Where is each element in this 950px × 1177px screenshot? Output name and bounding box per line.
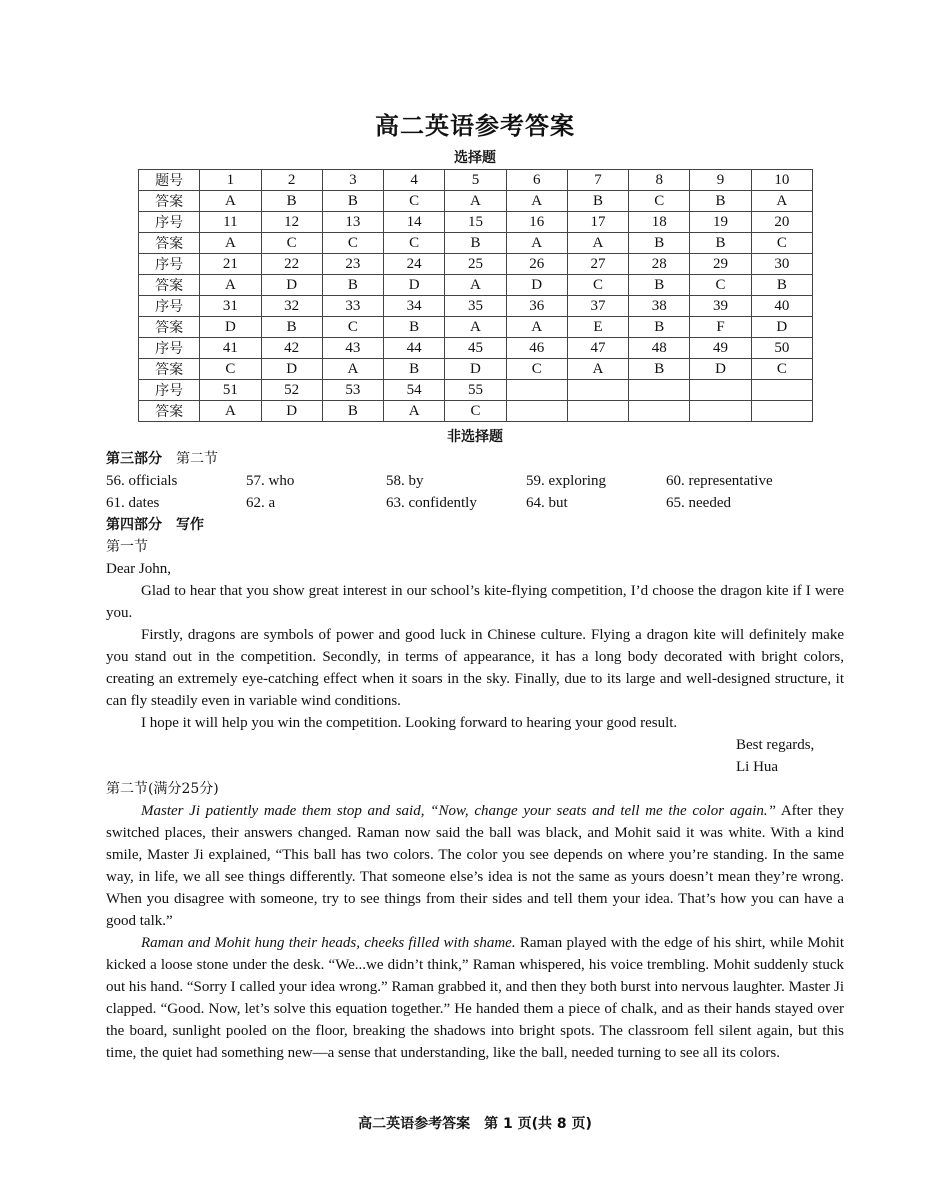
story-lead: Raman and Mohit hung their heads, cheeks filled with shame. bbox=[141, 935, 516, 951]
answer-cell: D bbox=[506, 275, 567, 296]
answer-cell bbox=[506, 401, 567, 422]
answer-cell: A bbox=[200, 191, 261, 212]
row-label: 答案 bbox=[139, 359, 200, 380]
answer-cell: 3 bbox=[322, 170, 383, 191]
answer-cell: B bbox=[261, 317, 322, 338]
answer-cell: 23 bbox=[322, 254, 383, 275]
answer-cell bbox=[751, 401, 812, 422]
answer-cell: D bbox=[200, 317, 261, 338]
answer-cell: C bbox=[384, 233, 445, 254]
letter-salutation: Dear John, bbox=[106, 561, 171, 577]
answer-cell: B bbox=[751, 275, 812, 296]
answer-cell: B bbox=[690, 233, 751, 254]
part4-sub: 写作 bbox=[176, 517, 204, 533]
answer-cell: 16 bbox=[506, 212, 567, 233]
answer-table-row bbox=[139, 380, 813, 401]
answer-cell: 15 bbox=[445, 212, 506, 233]
answer-cell: C bbox=[506, 359, 567, 380]
answer-cell bbox=[567, 380, 628, 401]
answer-cell: F bbox=[690, 317, 751, 338]
answer-cell: 42 bbox=[261, 338, 322, 359]
answer-cell: B bbox=[629, 233, 690, 254]
answer-cell: 14 bbox=[384, 212, 445, 233]
story-text: Raman played with the edge of his shirt, while Mohit kicked a loose stone under the desk. “We...we didn’t think,” Raman whispered, his voice trembling. Mohit suddenly stuck out his hand. “Sorry I called your idea wrong.” Raman grabbed it, and then they both burst into nervous laughter. Master Ji clapped. “Good. Now, let’s solve this equation together.” He handed them a piece of chalk, and as their hands stayed over the board, sunlight pooled on the floor, breaking the shadows into bright spots. The classroom fell silent again, but this time, the quiet had something new—a sense that understanding, like the ball, needed turning to see all its colors. bbox=[106, 935, 844, 1061]
answer-cell: 55 bbox=[445, 380, 506, 401]
row-label: 答案 bbox=[139, 233, 200, 254]
answer-cell: 49 bbox=[690, 338, 751, 359]
answer-cell: C bbox=[322, 233, 383, 254]
answer-cell: B bbox=[261, 191, 322, 212]
answer-cell: 51 bbox=[200, 380, 261, 401]
answer-cell: 20 bbox=[751, 212, 812, 233]
fill-answer: 65. needed bbox=[666, 495, 731, 511]
answer-cell: D bbox=[384, 275, 445, 296]
answer-cell: E bbox=[567, 317, 628, 338]
answer-cell: B bbox=[567, 191, 628, 212]
answer-table-row bbox=[139, 296, 813, 317]
row-label: 答案 bbox=[139, 191, 200, 212]
answer-cell: 17 bbox=[567, 212, 628, 233]
answer-cell: 54 bbox=[384, 380, 445, 401]
answer-cell: 25 bbox=[445, 254, 506, 275]
answer-cell: 9 bbox=[690, 170, 751, 191]
story-paragraph bbox=[106, 800, 844, 932]
answer-cell: B bbox=[629, 359, 690, 380]
answer-cell: 27 bbox=[567, 254, 628, 275]
answer-cell: 29 bbox=[690, 254, 751, 275]
section2-label: 第二节(满分25分) bbox=[106, 781, 219, 797]
answer-cell: 45 bbox=[445, 338, 506, 359]
part3-label: 第三部分 bbox=[106, 451, 162, 467]
answer-cell: D bbox=[261, 401, 322, 422]
answer-cell: A bbox=[506, 191, 567, 212]
answer-cell: 11 bbox=[200, 212, 261, 233]
part4-heading bbox=[106, 514, 844, 536]
answer-table-row bbox=[139, 275, 813, 296]
answer-cell: 22 bbox=[261, 254, 322, 275]
fill-answer: 57. who bbox=[246, 473, 295, 489]
answer-cell: B bbox=[445, 233, 506, 254]
fill-answer: 59. exploring bbox=[526, 473, 606, 489]
answer-cell bbox=[690, 401, 751, 422]
answer-cell: D bbox=[261, 359, 322, 380]
answer-cell: 24 bbox=[384, 254, 445, 275]
answer-table-row bbox=[139, 212, 813, 233]
answer-table-row bbox=[139, 191, 813, 212]
answer-table-row bbox=[139, 338, 813, 359]
answer-cell: C bbox=[200, 359, 261, 380]
letter-signature: Li Hua bbox=[736, 759, 779, 775]
answer-cell: C bbox=[690, 275, 751, 296]
answer-table-row bbox=[139, 233, 813, 254]
answer-cell: 2 bbox=[261, 170, 322, 191]
row-label: 答案 bbox=[139, 317, 200, 338]
answer-cell: A bbox=[506, 233, 567, 254]
answer-cell: 30 bbox=[751, 254, 812, 275]
answer-cell: 7 bbox=[567, 170, 628, 191]
answer-cell: C bbox=[261, 233, 322, 254]
answer-cell: 13 bbox=[322, 212, 383, 233]
letter-paragraph: Firstly, dragons are symbols of power and good luck in Chinese culture. Flying a dragon kite will definitely make you stand out in the competition. Secondly, in terms of appearance, it has a long body decorated with bright colors, creating an extremely eye-catching effect when it soars in the sky. Finally, due to its large and well-designed structure, it can fly steadily even in variable wind conditions. bbox=[106, 627, 844, 709]
answer-table-row bbox=[139, 254, 813, 275]
story-text: After they switched places, their answers changed. Raman now said the ball was black, and Mohit said it was white. With a kind smile, Master Ji explained, “This ball has two colors. The color you see depends on where you’re standing. In the same way, in life, we all see things differently. That someone else’s idea is not the same as yours doesn’t mean they’re wrong. When you disagree with someone, try to see things from their sides and tell them your idea. That’s how you can have a good talk.” bbox=[106, 803, 844, 929]
answer-cell: 28 bbox=[629, 254, 690, 275]
answer-cell: 46 bbox=[506, 338, 567, 359]
page-title: 高二英语参考答案 bbox=[375, 112, 575, 140]
answer-cell: 50 bbox=[751, 338, 812, 359]
fill-answer: 56. officials bbox=[106, 473, 178, 489]
answer-cell: C bbox=[445, 401, 506, 422]
answer-cell: 41 bbox=[200, 338, 261, 359]
answer-cell: D bbox=[445, 359, 506, 380]
fill-answer: 58. by bbox=[386, 473, 424, 489]
answer-table-row bbox=[139, 317, 813, 338]
answer-cell: A bbox=[445, 275, 506, 296]
answer-cell: D bbox=[690, 359, 751, 380]
answer-table bbox=[138, 169, 813, 422]
answer-cell: B bbox=[629, 275, 690, 296]
row-label: 答案 bbox=[139, 275, 200, 296]
answer-key-page bbox=[106, 100, 844, 1064]
answer-cell: C bbox=[629, 191, 690, 212]
answer-cell bbox=[629, 380, 690, 401]
answer-cell: B bbox=[322, 191, 383, 212]
row-label: 序号 bbox=[139, 380, 200, 401]
answer-cell: A bbox=[506, 317, 567, 338]
answer-cell: 12 bbox=[261, 212, 322, 233]
letter-closing: Best regards, bbox=[736, 737, 815, 753]
answer-cell bbox=[751, 380, 812, 401]
answer-cell: 33 bbox=[322, 296, 383, 317]
section1-label: 第一节 bbox=[106, 539, 148, 555]
answer-cell: 1 bbox=[200, 170, 261, 191]
answer-cell: B bbox=[322, 275, 383, 296]
answer-cell: A bbox=[445, 191, 506, 212]
answer-cell: 37 bbox=[567, 296, 628, 317]
answer-cell: A bbox=[200, 401, 261, 422]
answer-cell: 34 bbox=[384, 296, 445, 317]
answer-cell: 39 bbox=[690, 296, 751, 317]
answer-cell: 47 bbox=[567, 338, 628, 359]
answer-cell bbox=[567, 401, 628, 422]
fill-answer: 62. a bbox=[246, 495, 276, 511]
answer-cell: C bbox=[322, 317, 383, 338]
fill-answer: 60. representative bbox=[666, 473, 773, 489]
fill-answer: 63. confidently bbox=[386, 495, 477, 511]
answer-cell: 32 bbox=[261, 296, 322, 317]
answer-cell: 6 bbox=[506, 170, 567, 191]
answer-cell: A bbox=[567, 359, 628, 380]
answer-cell: 19 bbox=[690, 212, 751, 233]
fill-answer: 64. but bbox=[526, 495, 568, 511]
row-label: 题号 bbox=[139, 170, 200, 191]
row-label: 序号 bbox=[139, 296, 200, 317]
answer-cell: A bbox=[200, 233, 261, 254]
answer-cell: 38 bbox=[629, 296, 690, 317]
answer-table-row bbox=[139, 359, 813, 380]
answer-cell: D bbox=[751, 317, 812, 338]
answer-cell: 31 bbox=[200, 296, 261, 317]
answer-cell: 5 bbox=[445, 170, 506, 191]
part3-sub: 第二节 bbox=[176, 451, 218, 467]
answer-cell: 43 bbox=[322, 338, 383, 359]
answer-cell: A bbox=[322, 359, 383, 380]
answer-cell: 52 bbox=[261, 380, 322, 401]
row-label: 序号 bbox=[139, 254, 200, 275]
mc-heading: 选择题 bbox=[454, 150, 496, 166]
row-label: 序号 bbox=[139, 338, 200, 359]
letter-paragraph: I hope it will help you win the competition. Looking forward to hearing your good result. bbox=[141, 715, 678, 731]
fill-answers bbox=[106, 470, 844, 514]
answer-cell: B bbox=[384, 317, 445, 338]
answer-cell: 53 bbox=[322, 380, 383, 401]
part4-label: 第四部分 bbox=[106, 517, 162, 533]
answer-cell: 36 bbox=[506, 296, 567, 317]
answer-cell: 40 bbox=[751, 296, 812, 317]
answer-cell: C bbox=[751, 233, 812, 254]
answer-cell: 8 bbox=[629, 170, 690, 191]
story-lead: Master Ji patiently made them stop and said, “Now, change your seats and tell me the color again.” bbox=[141, 803, 776, 819]
answer-cell bbox=[506, 380, 567, 401]
answer-cell: 35 bbox=[445, 296, 506, 317]
page-footer: 高二英语参考答案 第 1 页(共 8 页) bbox=[358, 1116, 592, 1132]
answer-cell bbox=[690, 380, 751, 401]
answer-cell: A bbox=[567, 233, 628, 254]
answer-cell: B bbox=[629, 317, 690, 338]
non-mc-heading: 非选择题 bbox=[447, 429, 503, 445]
row-label: 答案 bbox=[139, 401, 200, 422]
answer-cell: A bbox=[445, 317, 506, 338]
answer-cell: C bbox=[751, 359, 812, 380]
answer-cell: B bbox=[384, 359, 445, 380]
letter-paragraph: Glad to hear that you show great interest in our school’s kite-flying competition, I’d choose the dragon kite if I were you. bbox=[106, 583, 844, 621]
answer-cell: B bbox=[690, 191, 751, 212]
answer-cell: C bbox=[384, 191, 445, 212]
row-label: 序号 bbox=[139, 212, 200, 233]
answer-cell: 4 bbox=[384, 170, 445, 191]
answer-cell: 48 bbox=[629, 338, 690, 359]
answer-cell: 21 bbox=[200, 254, 261, 275]
answer-table-row bbox=[139, 170, 813, 191]
answer-cell: C bbox=[567, 275, 628, 296]
story-paragraph bbox=[106, 932, 844, 1064]
answer-cell: 44 bbox=[384, 338, 445, 359]
answer-cell bbox=[629, 401, 690, 422]
fill-answer: 61. dates bbox=[106, 495, 160, 511]
answer-cell: 10 bbox=[751, 170, 812, 191]
answer-cell: A bbox=[200, 275, 261, 296]
part3-heading bbox=[106, 448, 844, 470]
answer-cell: 18 bbox=[629, 212, 690, 233]
answer-cell: A bbox=[384, 401, 445, 422]
answer-cell: D bbox=[261, 275, 322, 296]
answer-cell: A bbox=[751, 191, 812, 212]
answer-cell: 26 bbox=[506, 254, 567, 275]
answer-cell: B bbox=[322, 401, 383, 422]
answer-table-row bbox=[139, 401, 813, 422]
